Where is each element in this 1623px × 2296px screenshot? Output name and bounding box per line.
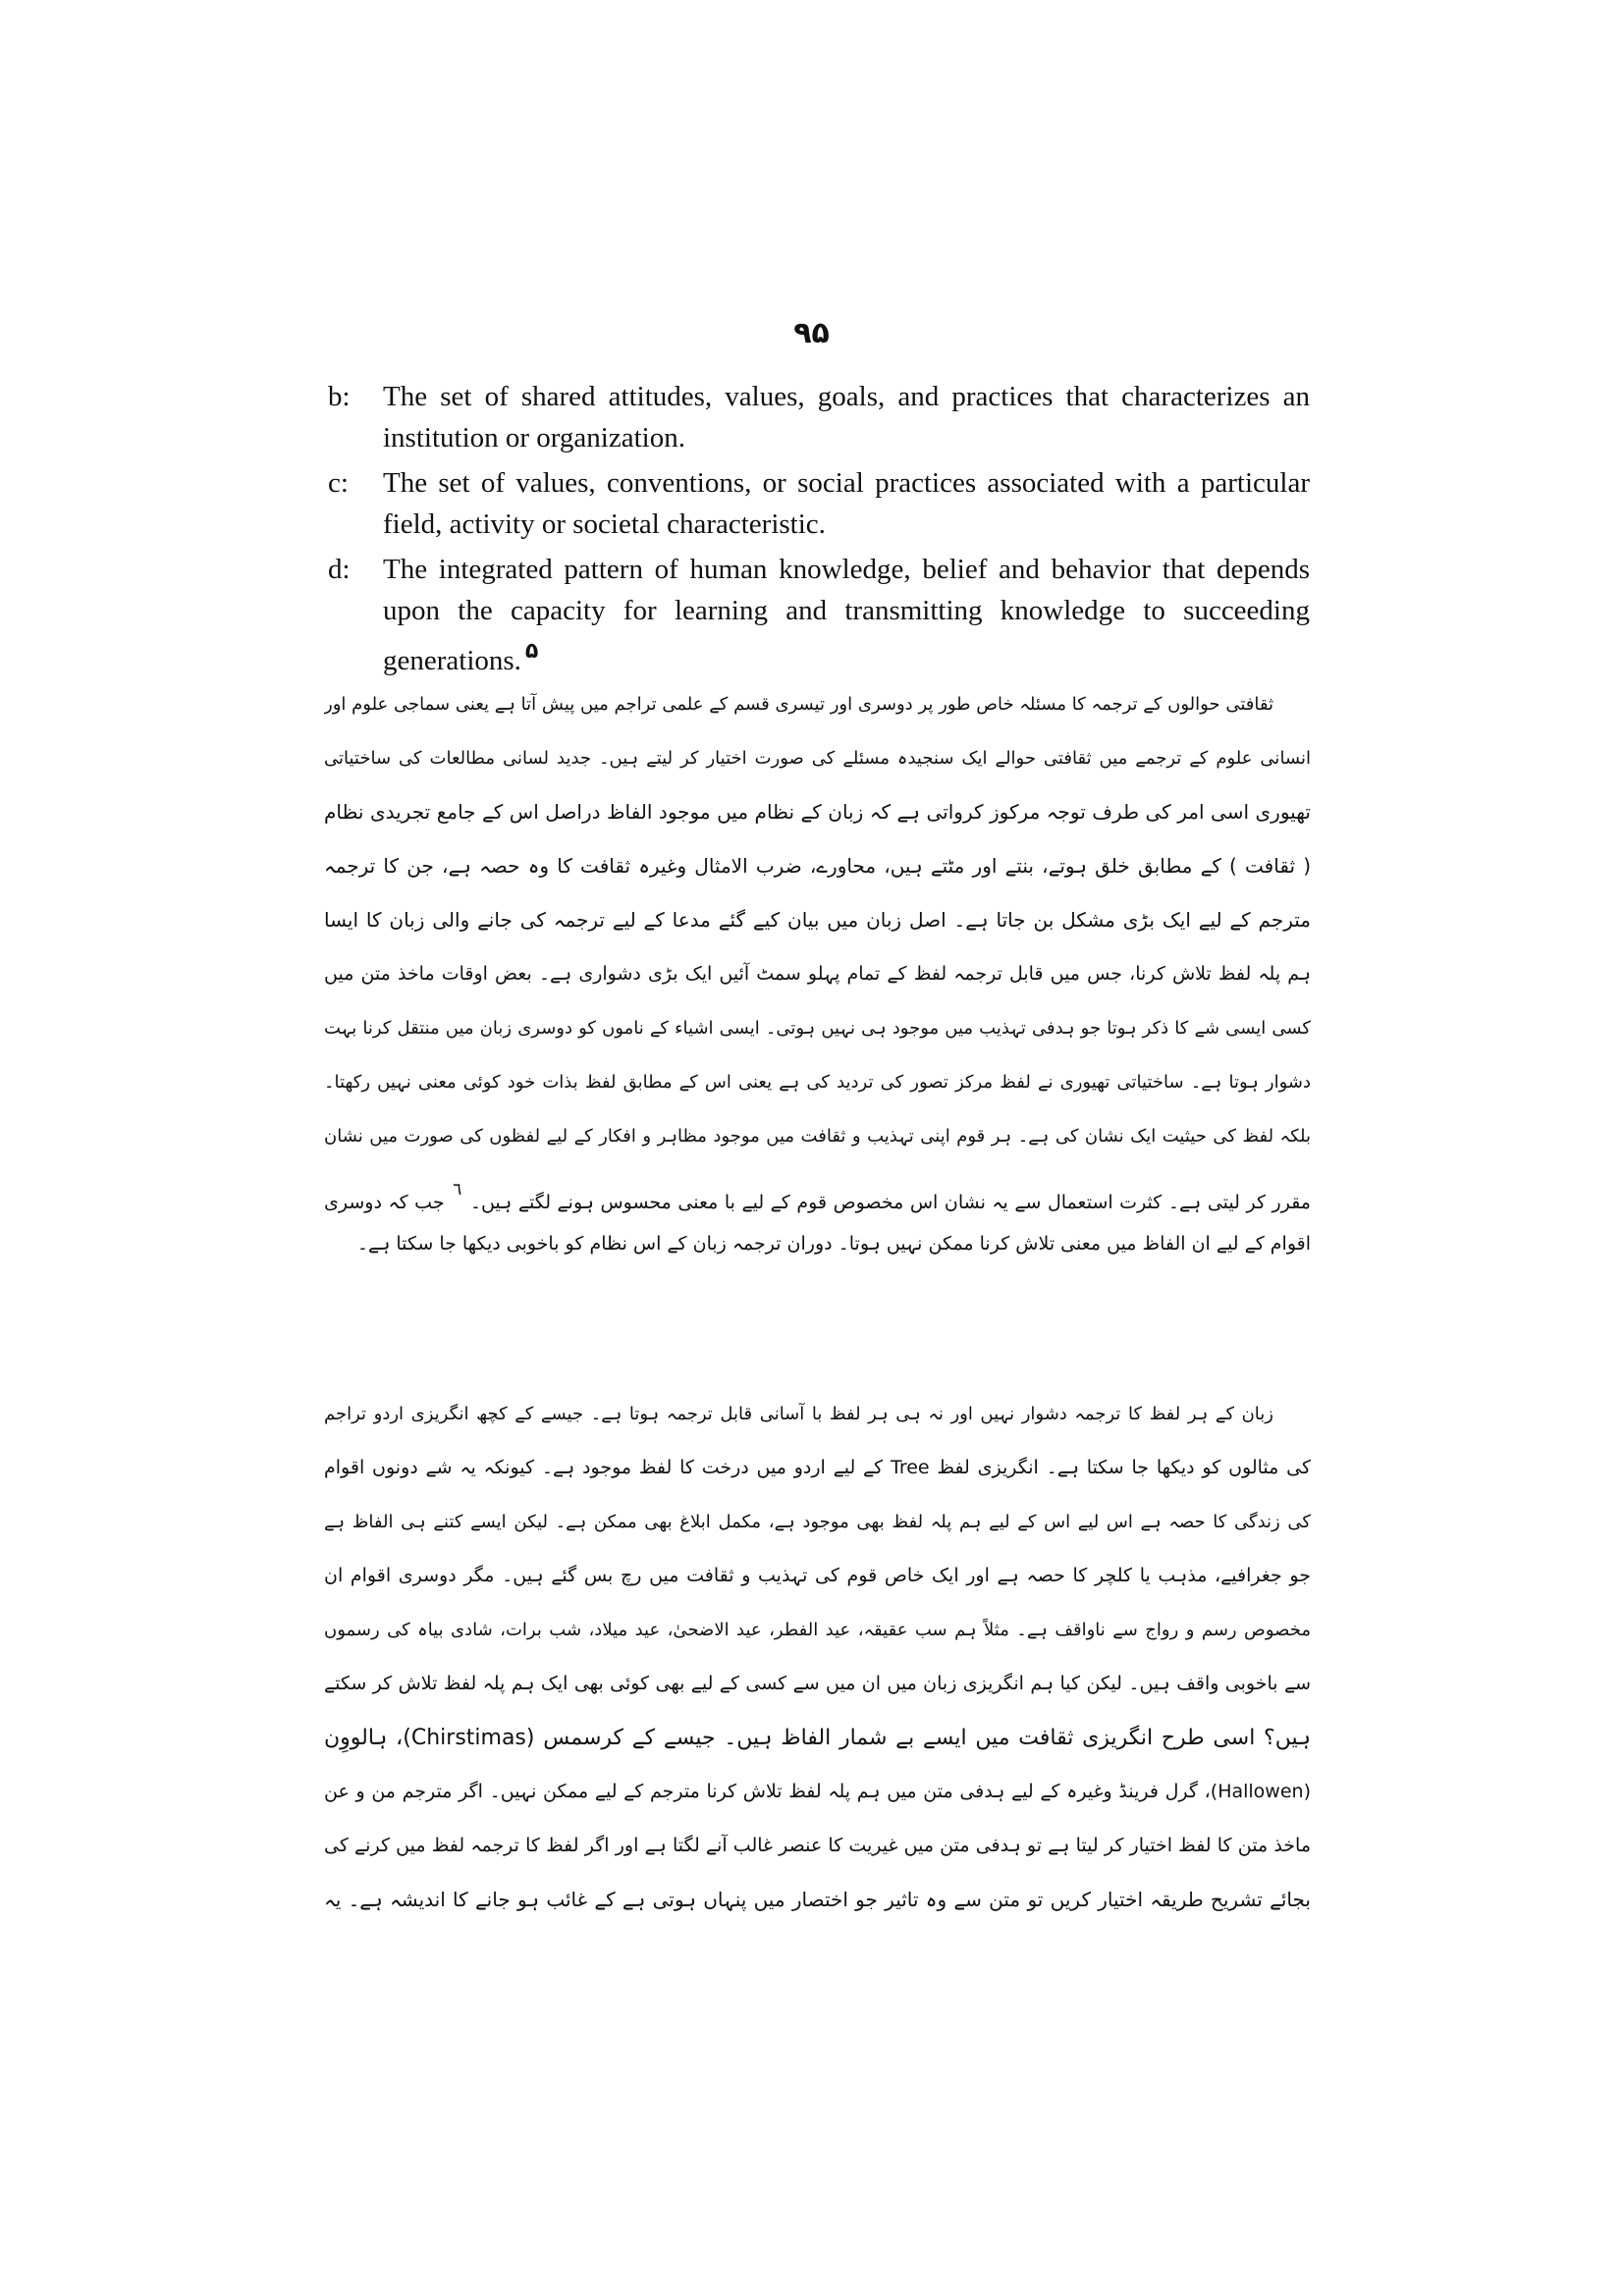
text-line: ( ثقافت ) کے مطابق خلق ہوتے، بنتے اور مٹتے ہیں، محاورے، ضرب الامثال وغیرہ ثقافت کا وہ حصہ ہے، جن کا ترجمہ (324, 854, 1311, 878)
text-line: کی زندگی کا حصہ ہے اس لیے اس کے لیے ہم پلہ لفظ بھی موجود ہے، مکمل ابلاغ بھی ممکن ہے۔ لیکن ایسے کتنے ہی الفاظ ہے (324, 1512, 1311, 1532)
footnote-reference: ٦ (453, 1180, 462, 1200)
text-line: سے باخوبی واقف ہیں۔ لیکن کیا ہم انگریزی زبان میں ان میں سے کسی کے لیے بھی کوئی بھی ایک ہم پلہ لفظ تلاش کر سکتے (324, 1673, 1311, 1694)
definition-text: The set of values, conventions, or social practices associated with a particular field, activity or societal characteristic. (383, 467, 1310, 540)
definition-letter: b: (328, 381, 351, 412)
page-number: ۹۵ (793, 316, 830, 350)
text-line: کسی ایسی شے کا ذکر ہوتا جو ہدفی تہذیب میں موجود ہی نہیں ہوتی۔ ایسی اشیاء کے ناموں کو دوسری زبان میں منتقل کرنا بہت (324, 1018, 1311, 1039)
urdu-paragraph-1 (324, 677, 1311, 1271)
definition-list (328, 376, 1310, 685)
text-line: انسانی علوم کے ترجمے میں ثقافتی حوالے ایک سنجیدہ مسئلے کی صورت اختیار کر لیتے ہیں۔ جدید لسانی مطالعات کی ساختیاتی (324, 748, 1311, 769)
definition-text (383, 549, 1310, 681)
text-line: زبان کے ہر لفظ کا ترجمہ دشوار نہیں اور نہ ہی ہر لفظ با آسانی قابل ترجمہ ہوتا ہے۔ جیسے کے کچھ انگریزی اردو تراجم (324, 1404, 1273, 1424)
definition-text: The set of shared attitudes, values, goals, and practices that characterizes an institution or organization. (383, 381, 1310, 454)
text-line: بلکہ لفظ کی حیثیت ایک نشان کی ہے۔ ہر قوم اپنی تہذیب و ثقافت میں موجود مظاہر و افکار کے لیے لفظوں کی صورت میں نشان (324, 1126, 1311, 1147)
text-line: مخصوص رسم و رواج سے ناواقف ہے۔ مثلاً ہم سب عقیقہ، عید الفطر، عید الاضحیٰ، عید میلاد، شب برات، شادی بیاہ کی رسموں (324, 1620, 1311, 1640)
text-line: دشوار ہوتا ہے۔ ساختیاتی تھیوری نے لفظ مرکز تصور کی تردید کی ہے یعنی اس کے مطابق لفظ بذات خود کوئی معنی نہیں رکھتا۔ (324, 1072, 1311, 1093)
definition-item (328, 376, 1310, 458)
definition-letter: c: (328, 467, 349, 499)
text-line: بجائے تشریح طریقہ اختیار کریں تو متن سے وہ تاثیر جو اختصار میں پنہاں ہوتی ہے کے غائب ہو جانے کا اندیشہ ہے۔ یہ (324, 1888, 1311, 1911)
text-line-body: مقرر کر لیتی ہے۔ کثرت استعمال سے یہ نشان اس مخصوص قوم کے لیے با معنی محسوس ہونے لگتے ہیں۔ (469, 1192, 1311, 1213)
text-line-tail: جب کہ دوسری (324, 1192, 445, 1213)
text-line: تھیوری اسی امر کی طرف توجہ مرکوز کرواتی ہے کہ زبان کے نظام میں موجود الفاظ دراصل اس کے جامع تجریدی نظام (324, 800, 1311, 824)
text-line: اقوام کے لیے ان الفاظ میں معنی تلاش کرنا ممکن نہیں ہوتا۔ دوران ترجمہ زبان کے اس نظام کو باخوبی دیکھا جا سکتا ہے۔ (356, 1233, 1311, 1255)
text-line: ماخذ متن کا لفظ اختیار کر لیتا ہے تو ہدفی متن میں غیریت کا عنصر غالب آنے لگتا ہے اور اگر لفظ کا ترجمہ لفظ میں کرنے کی (324, 1835, 1311, 1856)
text-line: ہیں؟ اسی طرح انگریزی ثقافت میں ایسے بے شمار الفاظ ہیں۔ جیسے کے کرسمس (Chirstimas)، ہالووِن (324, 1726, 1311, 1750)
text-line-with-footnote (324, 1163, 1311, 1217)
definition-letter: d: (328, 554, 351, 585)
text-line: جو جغرافیے، مذہب یا کلچر کا حصہ ہے اور ایک خاص قوم کی تہذیب و ثقافت میں رچ بس گئے ہیں۔ مگر دوسری اقوام ان (324, 1565, 1311, 1586)
urdu-paragraph-2 (324, 1387, 1311, 1927)
text-line: کی مثالوں کو دیکھا جا سکتا ہے۔ انگریزی لفظ Tree کے لیے اردو میں درخت کا لفظ موجود ہے۔ کیونکہ یہ شے دونوں اقوام (324, 1457, 1311, 1478)
text-line: مترجم کے لیے ایک بڑی مشکل بن جاتا ہے۔ اصل زبان میں بیان کیے گئے مدعا کے لیے ترجمہ کی جانے والی زبان کا ایسا (324, 908, 1311, 932)
footnote-reference: ۵ (524, 639, 539, 664)
text-line: ہم پلہ لفظ تلاش کرنا، جس میں قابل ترجمہ لفظ کے تمام پہلو سمٹ آئیں ایک بڑی دشواری ہے۔ بعض اوقات ماخذ متن میں (324, 963, 1311, 985)
definition-item (328, 462, 1310, 545)
definition-item (328, 549, 1310, 681)
text-line: (Hallowen)، گرل فرینڈ وغیرہ کے لیے ہدفی متن میں ہم پلہ لفظ تلاش کرنا مترجم کے لیے ممکن نہیں۔ اگر مترجم من و عن (324, 1781, 1311, 1802)
text-line: ثقافتی حوالوں کے ترجمہ کا مسئلہ خاص طور پر دوسری اور تیسری قسم کے علمی تراجم میں پیش آتا ہے یعنی سماجی علوم اور (324, 694, 1273, 715)
definition-text-body: The integrated pattern of human knowledge, belief and behavior that depends upon the capacity for learning and transmitting knowledge to succeeding generations. (383, 554, 1310, 676)
